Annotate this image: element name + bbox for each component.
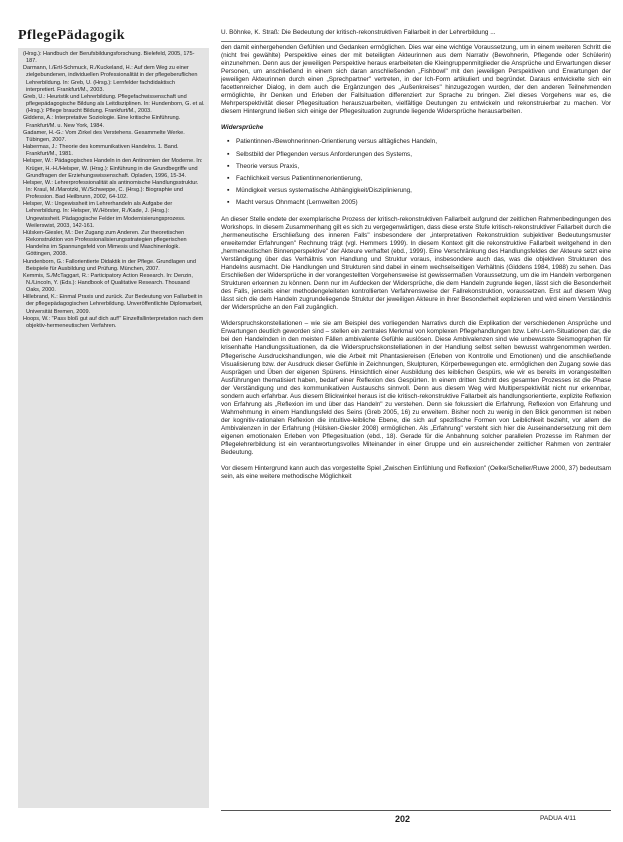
reference-entry: Hundenborn, G.: Fallorientierte Didaktik in der Pflege. Grundlagen und Beispiele für Ausbildung und Prüfung. München, 2007. bbox=[23, 258, 196, 272]
masthead: PflegePädagogik bbox=[18, 28, 126, 43]
running-title: U. Böhnke, K. Straß: Die Bedeutung der kritisch-rekonstruktiven Fallarbeit in der Lehrerbildung ... bbox=[221, 29, 611, 42]
article-body bbox=[221, 44, 611, 806]
body-paragraph: An dieser Stelle endete der exemplarische Prozess der kritisch-rekonstruktiven Fallarbeit aufgrund der zeitlichen Rahmenbedingungen des Workshops. In diesem Zusammenhang gilt es sich zu vergegenwärtigen, dass diese erste Stufe kritisch-rekonstruktiver Fallarbeit durch die „hermeneutische Erschließung des inneren Falls" insbesondere der „interpretativen Rekonstruktion subjektiver Bedeutungsmuster erweiternder Erfahrungen" Rechnung trägt (vgl. Hemmers 1999). In diesem Kontext gilt die rekonstruktive Fallarbeit weitgehend in den „hermeneutischen Binnenperspektive" der Akteure verhaftet (ebd., 1999). Eine Verschränkung des Handlungsfeldes der Akteure setzt eine Verständigung über das Verhältnis von Handlung und Struktur voraus, insbesondere auch das, was die objektiven Strukturen des Handelns ausmacht. Die Handlungen und Strukturen sind dabei in einem wechselseitigen Verhältnis (Giddens 1984, 1988) zu sehen. Das Erschließen der Widersprüche in der vorangestellten Vorgehensweise ist gewissermaßen Voraussetzung, um die im Handeln verborgenen Strukturen erkennen zu können. Denn nur im Aufdecken der Widersprüche, die dem Handeln zugrunde liegen, lässt sich die Besonderheit des Falls, jenseits einer methodengeleiteten kontrollierten Verfahrensweise der Fallrekonstruktion, voraussetzen. Erst auf diesem Weg lässt sich die dem Handeln zugrundeliegende Struktur der jeweiligen Akteure in ihrer Besonderheit explizieren und wird einem Verständnis der Widersprüche an den Fall zugänglich. bbox=[221, 215, 611, 312]
body-paragraph: Vor diesem Hintergrund kann auch das vorgestellte Spiel „Zwischen Einfühlung und Reflexion" (Oelke/Scheller/Ruwe 2000, 37) bedeutsam sein, als eine weitere methodische Möglichkeit bbox=[221, 465, 611, 481]
reference-entry: Darmann, I./Ertl-Schmuck, R./Kuckeland, H.: Auf dem Weg zu einer zielgebundenen, individuellen Professionalität in der pflegeberuflichen Lehrerbildung. In: Greb, U. (Hrsg.): Lernfelder fachdidaktisch interpretiert. Frankfurt/M., 2003. bbox=[23, 65, 198, 93]
section-heading: Widersprüche bbox=[221, 124, 264, 132]
list-item: ▪ Selbstbild der Pflegenden versus Anforderungen des Systems, bbox=[227, 151, 611, 159]
reference-entry: Helsper, W.: Pädagogisches Handeln in den Antinomien der Moderne. In: Krüger, H.-H./Helsper, W. (Hrsg.): Einführung in die Grundbegriffe und Grundfragen der Erziehungswissenschaft. Opladen, 1996, 15-34. bbox=[23, 158, 203, 179]
list-item: ▪ Fachlichkeit versus Patientinnenorientierung, bbox=[227, 175, 611, 183]
reference-entry: (Hrsg.): Handbuch der Berufsbildungsforschung. Bielefeld, 2005, 175-187. bbox=[23, 51, 195, 65]
reference-entry: Gadamer, H.-G.: Vom Zirkel des Verstehens. Gesammelte Werke. Tübingen, 2007. bbox=[23, 129, 185, 143]
reference-entry: Helsper, W.: Ungewissheit im Lehrerhandeln als Aufgabe der Lehrerbildung. In: Helsper, W./Hörster, R./Kade, J. (Hrsg.): Ungewissheit. Pädagogische Felder im Modernisierungsprozess. Weilerswist, 2003, 142-161. bbox=[23, 201, 186, 229]
issue-label: PADUA 4/11 bbox=[540, 815, 577, 822]
reference-entry: Giddens, A.: Interpretative Soziologie. Eine kritische Einführung. Frankfurt/M. u. New York, 1984. bbox=[23, 115, 181, 129]
list-item: ▪ Macht versus Ohnmacht (Lernwelten 2005) bbox=[227, 199, 611, 207]
list-item: ▪ Theorie versus Praxis, bbox=[227, 163, 611, 171]
reference-entry: Hillebrand, K.: Einmal Praxis und zurück. Zur Bedeutung von Fallarbeit in der pflegepädagogischen Lehrerbildung. Unveröffentlichte Diplomarbeit, Universität Bremen, 2009. bbox=[23, 294, 203, 315]
list-item: ▪ Patientinnen-/Bewohnerinnen-Orientierung versus alltägliches Handeln, bbox=[227, 138, 611, 146]
body-paragraph: Widerspruchskonstellationen – wie sie am Beispiel des vorliegenden Narrativs durch die Explikation der verschiedenen Ansprüche und Erwartungen deutlich geworden sind – stellen ein zentrales Merkmal von komplexen Pflegehandlungen bzw. Lehr-Lern-Situationen dar, die bei den Handelnden in den meisten Fällen ambivalente Gefühle auslösen. Diese Ambivalenzen sind wie unbewusste Seismographen für krisenhafte Handlungssituationen, da die Widerspruchskonstellationen in der Handlung selbst selten bewusst wahrgenommen werden. Pflegerische Ausdruckshandlungen, wie die Arbeit mit Phantasiereisen (Erleben von Kontrolle und Emotionen) und die anschließende Visualisierung bzw. der Ausdruck dieser Gefühle in Zeichnungen, Skulpturen, Körperbewegungen etc. ermöglichen den Zugang sowie das Ausprägen und Üben der eigenen Spürens. Hinsichtlich einer Ausbildung des leiblichen Gespürs, wie wir es bereits im vorangestellten Ausführungen thematisiert haben, bedarf einer Reflexion des Gespürten. In einem dritten Schritt des gesamten Prozesses ist die Phase der Verständigung und des kommunikativen Austauschs sinnvoll. Denn aus diesem Weg wird Multiperspektivität nicht nur erkennbar, sondern auch erfahrbar. Aus diesem Blickwinkel heraus ist die kritisch-rekonstruktive Fallarbeit als handlungsorientierte, explizite Reflexion von Erfahrung als „Reflexion im und über das Handeln" zu verstehen. Denn sie fokussiert die Erfahrung, Reflexion von Erfahrung und Wahrnehmung in einem Handlungsfeld des Seins (Greb 2005, 16) zu erweitern. Bisher noch zu wenig in den Blick genommen ist neben der kognitiv-rationalen Reflexion die intuitive-leibliche Ebene, die sich auf spezifische Formen von Leiblichkeit bezieht, vor allem die Ambivalenzen in der Erfahrung (Hülsken-Giesler 2008) ermöglichen. Als „Erfahrung" versteht sich hier die Auseinandersetzung mit dem eigenen emotionalen Erleben von Pflegesituation (ebd., 18). Gerade für die Anbahnung solcher parallelen Prozesse im Rahmen der Pflegelehrerbildung ist ein verantwortungsvolles Miteinander in einer Gruppe und ein ausreichender zeitlicher Rahmen von zentraler Bedeutung. bbox=[221, 320, 611, 457]
reference-entry: Hoops, W.: "Pass bloß gut auf dich auf!" Einzelfallinterpretation nach dem objektiv-hermeneutischen Verfahren. bbox=[23, 315, 204, 329]
footer-divider bbox=[221, 810, 611, 811]
reference-entry: Habermas, J.: Theorie des kommunikativen Handelns. 1. Band. Frankfurt/M., 1981. bbox=[23, 144, 179, 158]
contradictions-list bbox=[227, 138, 611, 206]
reference-entry: Helsper, W.: Lehrerprofessionalität als antinomische Handlungsstruktur. In: Kraul, M./Marotzki, W./Schweppe, C. (Hrsg.): Biographie und Profession. Bad Heilbrunn, 2002, 64-102. bbox=[23, 179, 199, 201]
list-item: ▪ Mündigkeit versus systematische Abhängigkeit/Disziplinierung, bbox=[227, 187, 611, 195]
reference-list bbox=[18, 48, 209, 808]
reference-entry: Kemmis, S./McTaggart, R.: Participatory Action Research. In: Denzin, N./Lincoln, Y. (Eds.): Handbook of Qualitative Research. Thousand Oaks, 2000. bbox=[23, 272, 193, 294]
reference-entry: Greb, U.: Heuristik und Lehrerbildung. Pflegefachwissenschaft und pflegepädagogische Bildung als Leitdisziplinen. In: Hundenborn, G. et al. (Hrsg.): Pflege braucht Bildung. Frankfurt/M., 2003. bbox=[23, 93, 205, 115]
reference-entry: Hülsken-Giesler, M.: Der Zugang zum Anderen. Zur theoretischen Rekonstruktion von Professionalisierungsstrategien pflegerischen Handelns im Spannungsfeld von Mimesis und Maschinenlogik. Göttingen, 2008. bbox=[23, 229, 187, 258]
body-paragraph: den damit einhergehenden Gefühlen und Gedanken ermöglichen. Dies war eine wichtige Voraussetzung, um in einem weiteren Schritt die (nicht frei gewählte) Perspektive eines der mit beteiligten Akteurinnen aus dem Narrativ (Bewohnerin, Pflegende oder Schülerin) einzunehmen. Denn aus der jeweiligen Perspektive heraus erarbeiteten die Kleingruppenmitglieder die Ansprüche und Erwartungen dieser Personen, um anschließend in einem sich daran anschließenden „Fishbowl" mit den jeweiligen Perspektiven und Erwartungen der jeweiligen Akteurinnen durch einen „Sprechpartner" vertreten, in der Ich-Form artikuliert und begründet. Daraus entwickelte sich ein facettenreicher Dialog, in dem auch die Ergänzungen des „Außenkreises" hinzugezogen wurden, der den anderen Teilnehmenden ermöglichte, ihr Denken und Erleben der Fallsituation differenziert zur Sprache zu bringen. Ziel dieses Vorgehens war es, die Mehrperspektivität dieser Pflegesituation herauszuarbeiten, vielfältige Deutungen zu entwickeln und rekonstruierbar zu machen. Vor diesem Hintergrund ließen sich einige der Pflegesituation zugrunde liegende Widersprüche herausarbeiten. bbox=[221, 44, 611, 116]
page-number: 202 bbox=[395, 814, 411, 824]
